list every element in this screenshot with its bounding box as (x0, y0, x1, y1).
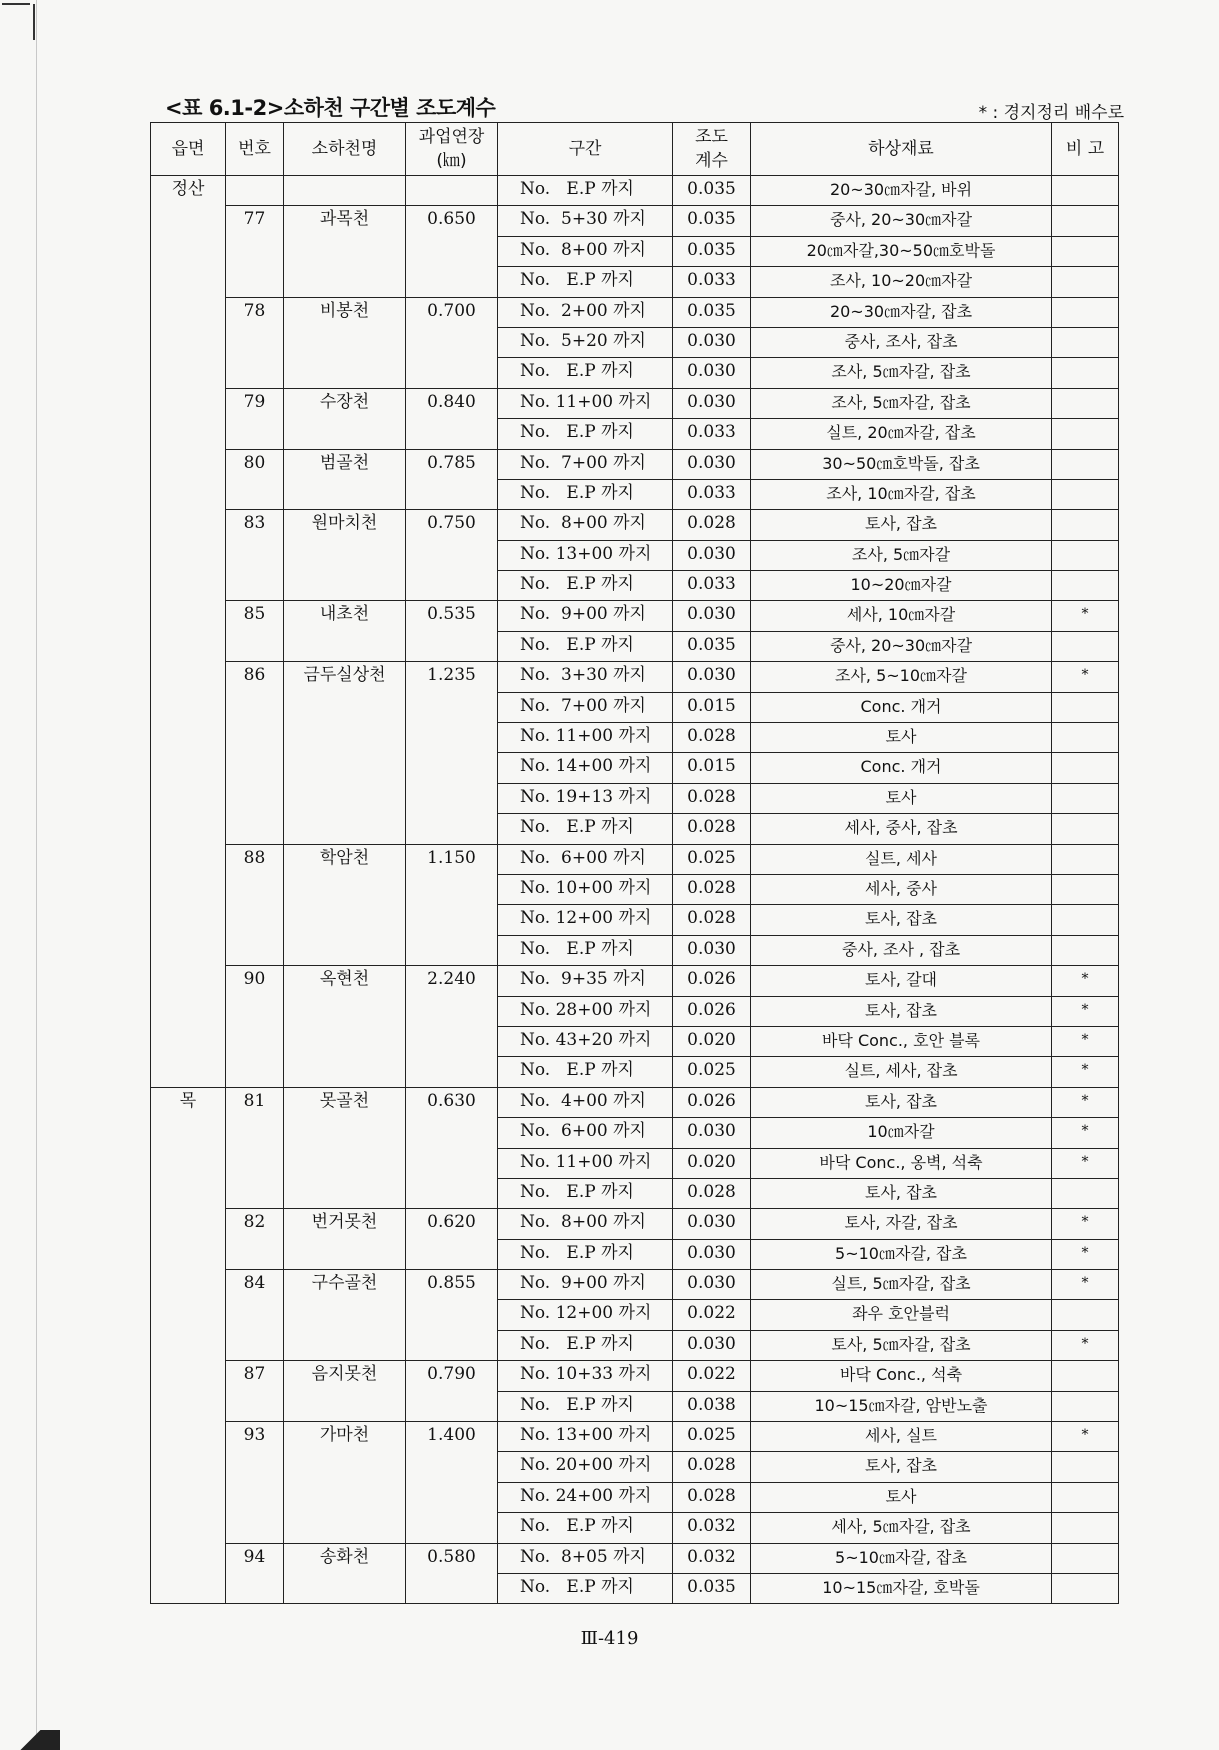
coefficient-cell: 0.030 (673, 1270, 751, 1300)
coefficient-cell: 0.028 (673, 874, 751, 904)
table-row (151, 297, 1119, 327)
coefficient-cell: 0.028 (673, 814, 751, 844)
coefficient-cell: 0.030 (673, 1118, 751, 1148)
section-cell: No. 5+30 까지 (498, 206, 673, 236)
length-cell: 0.785 (406, 449, 498, 510)
coefficient-cell: 0.026 (673, 966, 751, 996)
table-row (151, 206, 1119, 236)
coefficient-cell: 0.033 (673, 267, 751, 297)
material-cell: 조사, 5~10㎝자갈 (751, 662, 1052, 692)
remark-cell: * (1052, 1209, 1119, 1239)
remark-cell (1052, 1513, 1119, 1543)
coefficient-cell: 0.030 (673, 1209, 751, 1239)
table-row (151, 844, 1119, 874)
section-cell: No. 3+30 까지 (498, 662, 673, 692)
length-cell: 0.620 (406, 1209, 498, 1270)
section-cell: No. 6+00 까지 (498, 1118, 673, 1148)
material-cell: 세사, 중사 (751, 874, 1052, 904)
section-cell: No. 24+00 까지 (498, 1482, 673, 1512)
table-row (151, 1209, 1119, 1239)
section-cell: No. 2+00 까지 (498, 297, 673, 327)
material-cell: 좌우 호안블럭 (751, 1300, 1052, 1330)
section-cell: No. E.P 까지 (498, 1057, 673, 1087)
remark-cell (1052, 571, 1119, 601)
material-cell: 10~20㎝자갈 (751, 571, 1052, 601)
length-cell: 0.700 (406, 297, 498, 388)
section-cell: No. 12+00 까지 (498, 1300, 673, 1330)
section-cell: No. 13+00 까지 (498, 1422, 673, 1452)
remark-cell (1052, 540, 1119, 570)
material-cell: 중사, 20~30㎝자갈 (751, 631, 1052, 661)
remark-cell (1052, 1452, 1119, 1482)
section-cell: No. E.P 까지 (498, 1391, 673, 1421)
section-cell: No. 10+00 까지 (498, 874, 673, 904)
section-cell: No. 9+35 까지 (498, 966, 673, 996)
header-section: 구간 (498, 123, 673, 176)
remark-cell (1052, 905, 1119, 935)
section-cell: No. 10+33 까지 (498, 1361, 673, 1391)
coefficient-cell: 0.022 (673, 1361, 751, 1391)
length-cell: 0.650 (406, 206, 498, 297)
length-cell: 0.855 (406, 1270, 498, 1361)
coefficient-cell: 0.030 (673, 449, 751, 479)
remark-cell (1052, 814, 1119, 844)
material-cell: 바닥 Conc., 호안 블록 (751, 1026, 1052, 1056)
coefficient-cell: 0.032 (673, 1543, 751, 1573)
table-header-row (151, 123, 1119, 176)
stream-number-cell: 94 (226, 1543, 284, 1604)
stream-number-cell: 83 (226, 510, 284, 601)
section-cell: No. 12+00 까지 (498, 905, 673, 935)
legend-note: * : 경지정리 배수로 (978, 103, 1124, 123)
remark-cell (1052, 1482, 1119, 1512)
length-cell: 0.535 (406, 601, 498, 662)
section-cell: No. 13+00 까지 (498, 540, 673, 570)
stream-name-cell: 가마천 (284, 1422, 406, 1544)
coefficient-cell: 0.025 (673, 1422, 751, 1452)
stream-number-cell: 85 (226, 601, 284, 662)
remark-cell (1052, 1361, 1119, 1391)
material-cell: 조사, 10~20㎝자갈 (751, 267, 1052, 297)
coefficient-cell: 0.035 (673, 1573, 751, 1603)
table-row (151, 176, 1119, 206)
remark-cell: * (1052, 1239, 1119, 1269)
material-cell: 10㎝자갈 (751, 1118, 1052, 1148)
section-cell: No. 4+00 까지 (498, 1087, 673, 1117)
remark-cell (1052, 449, 1119, 479)
material-cell: 중사, 조사, 잡초 (751, 327, 1052, 357)
stream-name-cell: 송화천 (284, 1543, 406, 1604)
material-cell: 조사, 5㎝자갈, 잡초 (751, 388, 1052, 418)
length-cell (406, 176, 498, 206)
remark-cell (1052, 236, 1119, 266)
stream-name-cell: 내초천 (284, 601, 406, 662)
coefficient-cell: 0.028 (673, 1178, 751, 1208)
stream-number-cell: 90 (226, 966, 284, 1088)
length-cell: 0.840 (406, 388, 498, 449)
material-cell: 20~30㎝자갈, 바위 (751, 176, 1052, 206)
remark-cell: * (1052, 1270, 1119, 1300)
remark-cell (1052, 874, 1119, 904)
material-cell: 5~10㎝자갈, 잡초 (751, 1239, 1052, 1269)
coefficient-cell: 0.035 (673, 206, 751, 236)
roughness-table (150, 122, 1119, 1604)
coefficient-cell: 0.028 (673, 510, 751, 540)
material-cell: 중사, 조사 , 잡초 (751, 935, 1052, 965)
remark-cell (1052, 692, 1119, 722)
page-number: Ⅲ-419 (580, 1628, 639, 1649)
material-cell: 실트, 세사, 잡초 (751, 1057, 1052, 1087)
remark-cell: * (1052, 1148, 1119, 1178)
material-cell: 30~50㎝호박돌, 잡초 (751, 449, 1052, 479)
stream-name-cell: 못골천 (284, 1087, 406, 1209)
material-cell: 실트, 세사 (751, 844, 1052, 874)
coefficient-cell: 0.030 (673, 1239, 751, 1269)
remark-cell (1052, 723, 1119, 753)
material-cell: Conc. 개거 (751, 692, 1052, 722)
coefficient-cell: 0.025 (673, 844, 751, 874)
coefficient-cell: 0.035 (673, 176, 751, 206)
table-row (151, 1087, 1119, 1117)
remark-cell: * (1052, 996, 1119, 1026)
remark-cell (1052, 1300, 1119, 1330)
section-cell: No. 5+20 까지 (498, 327, 673, 357)
material-cell: 조사, 5㎝자갈, 잡초 (751, 358, 1052, 388)
remark-cell: * (1052, 1118, 1119, 1148)
material-cell: 토사, 잡초 (751, 996, 1052, 1026)
length-cell: 0.790 (406, 1361, 498, 1422)
table-row (151, 1361, 1119, 1391)
stream-name-cell: 수장천 (284, 388, 406, 449)
remark-cell: * (1052, 1330, 1119, 1360)
coefficient-cell: 0.028 (673, 1482, 751, 1512)
binding-edge (36, 0, 37, 1750)
table-row (151, 966, 1119, 996)
section-cell: No. 28+00 까지 (498, 996, 673, 1026)
remark-cell (1052, 935, 1119, 965)
coefficient-cell: 0.028 (673, 1452, 751, 1482)
coefficient-cell: 0.026 (673, 996, 751, 1026)
stream-name-cell: 과목천 (284, 206, 406, 297)
stream-number-cell: 84 (226, 1270, 284, 1361)
remark-cell (1052, 1543, 1119, 1573)
page-corner-mark (0, 0, 40, 40)
stream-name-cell: 구수골천 (284, 1270, 406, 1361)
stream-name-cell: 비봉천 (284, 297, 406, 388)
remark-cell: * (1052, 601, 1119, 631)
remark-cell (1052, 327, 1119, 357)
length-cell: 0.580 (406, 1543, 498, 1604)
material-cell: 토사 (751, 723, 1052, 753)
length-cell: 0.630 (406, 1087, 498, 1209)
section-cell: No. 43+20 까지 (498, 1026, 673, 1056)
material-cell: 토사, 자갈, 잡초 (751, 1209, 1052, 1239)
town-cell: 정산 (151, 176, 226, 1088)
coefficient-cell: 0.030 (673, 327, 751, 357)
section-cell: No. 7+00 까지 (498, 692, 673, 722)
section-cell: No. E.P 까지 (498, 814, 673, 844)
stream-number-cell: 87 (226, 1361, 284, 1422)
stream-number-cell (226, 176, 284, 206)
stream-number-cell: 77 (226, 206, 284, 297)
material-cell: 토사, 갈대 (751, 966, 1052, 996)
remark-cell (1052, 176, 1119, 206)
coefficient-cell: 0.035 (673, 236, 751, 266)
remark-cell (1052, 631, 1119, 661)
material-cell: 중사, 20~30㎝자갈 (751, 206, 1052, 236)
remark-cell (1052, 510, 1119, 540)
table-row (151, 388, 1119, 418)
material-cell: 실트, 5㎝자갈, 잡초 (751, 1270, 1052, 1300)
coefficient-cell: 0.022 (673, 1300, 751, 1330)
material-cell: Conc. 개거 (751, 753, 1052, 783)
section-cell: No. E.P 까지 (498, 1239, 673, 1269)
stream-number-cell: 80 (226, 449, 284, 510)
table-row (151, 662, 1119, 692)
remark-cell: * (1052, 1026, 1119, 1056)
stream-number-cell: 82 (226, 1209, 284, 1270)
material-cell: 세사, 5㎝자갈, 잡초 (751, 1513, 1052, 1543)
section-cell: No. 9+00 까지 (498, 1270, 673, 1300)
stream-number-cell: 93 (226, 1422, 284, 1544)
coefficient-cell: 0.033 (673, 479, 751, 509)
material-cell: 20㎝자갈,30~50㎝호박돌 (751, 236, 1052, 266)
coefficient-cell: 0.035 (673, 631, 751, 661)
table-row (151, 449, 1119, 479)
section-cell: No. E.P 까지 (498, 358, 673, 388)
remark-cell (1052, 267, 1119, 297)
remark-cell (1052, 479, 1119, 509)
material-cell: 토사 (751, 783, 1052, 813)
remark-cell (1052, 1391, 1119, 1421)
material-cell: 토사 (751, 1482, 1052, 1512)
coefficient-cell: 0.028 (673, 723, 751, 753)
remark-cell: * (1052, 1422, 1119, 1452)
material-cell: 바닥 Conc., 석축 (751, 1361, 1052, 1391)
section-cell: No. 20+00 까지 (498, 1452, 673, 1482)
material-cell: 조사, 10㎝자갈, 잡초 (751, 479, 1052, 509)
coefficient-cell: 0.030 (673, 662, 751, 692)
stream-name-cell: 금두실상천 (284, 662, 406, 844)
material-cell: 조사, 5㎝자갈 (751, 540, 1052, 570)
remark-cell: * (1052, 966, 1119, 996)
table-title: <표 6.1-2>소하천 구간별 조도계수 (165, 96, 496, 120)
coefficient-cell: 0.020 (673, 1148, 751, 1178)
table-row (151, 601, 1119, 631)
coefficient-cell: 0.028 (673, 905, 751, 935)
section-cell: No. 8+00 까지 (498, 510, 673, 540)
coefficient-cell: 0.025 (673, 1057, 751, 1087)
table-row (151, 1270, 1119, 1300)
stream-name-cell (284, 176, 406, 206)
table-row (151, 1422, 1119, 1452)
stream-number-cell: 86 (226, 662, 284, 844)
coefficient-cell: 0.038 (673, 1391, 751, 1421)
section-cell: No. E.P 까지 (498, 631, 673, 661)
section-cell: No. 11+00 까지 (498, 723, 673, 753)
coefficient-cell: 0.020 (673, 1026, 751, 1056)
section-cell: No. 14+00 까지 (498, 753, 673, 783)
material-cell: 세사, 10㎝자갈 (751, 601, 1052, 631)
coefficient-cell: 0.030 (673, 601, 751, 631)
coefficient-cell: 0.030 (673, 935, 751, 965)
section-cell: No. E.P 까지 (498, 1330, 673, 1360)
section-cell: No. 6+00 까지 (498, 844, 673, 874)
material-cell: 토사, 잡초 (751, 510, 1052, 540)
stream-number-cell: 78 (226, 297, 284, 388)
coefficient-cell: 0.030 (673, 540, 751, 570)
section-cell: No. 8+00 까지 (498, 236, 673, 266)
section-cell: No. E.P 까지 (498, 176, 673, 206)
table-row (151, 510, 1119, 540)
section-cell: No. E.P 까지 (498, 1513, 673, 1543)
coefficient-cell: 0.030 (673, 388, 751, 418)
material-cell: 5~10㎝자갈, 잡초 (751, 1543, 1052, 1573)
town-cell: 목 (151, 1087, 226, 1604)
material-cell: 토사, 잡초 (751, 1178, 1052, 1208)
stream-name-cell: 범골천 (284, 449, 406, 510)
remark-cell (1052, 206, 1119, 236)
material-cell: 세사, 중사, 잡초 (751, 814, 1052, 844)
stream-name-cell: 번거못천 (284, 1209, 406, 1270)
section-cell: No. 9+00 까지 (498, 601, 673, 631)
scan-corner-shadow (0, 1730, 60, 1750)
header-material: 하상재료 (751, 123, 1052, 176)
coefficient-cell: 0.028 (673, 783, 751, 813)
coefficient-cell: 0.033 (673, 419, 751, 449)
remark-cell (1052, 1573, 1119, 1603)
section-cell: No. E.P 까지 (498, 419, 673, 449)
stream-name-cell: 학암천 (284, 844, 406, 966)
header-stream-name: 소하천명 (284, 123, 406, 176)
section-cell: No. E.P 까지 (498, 935, 673, 965)
coefficient-cell: 0.030 (673, 1330, 751, 1360)
section-cell: No. E.P 까지 (498, 479, 673, 509)
material-cell: 20~30㎝자갈, 잡초 (751, 297, 1052, 327)
remark-cell: * (1052, 1057, 1119, 1087)
material-cell: 토사, 잡초 (751, 905, 1052, 935)
coefficient-cell: 0.015 (673, 753, 751, 783)
remark-cell (1052, 297, 1119, 327)
section-cell: No. 8+00 까지 (498, 1209, 673, 1239)
length-cell: 2.240 (406, 966, 498, 1088)
material-cell: 세사, 실트 (751, 1422, 1052, 1452)
header-length: 과업연장 (㎞) (406, 123, 498, 176)
material-cell: 토사, 잡초 (751, 1452, 1052, 1482)
coefficient-cell: 0.026 (673, 1087, 751, 1117)
header-number: 번호 (226, 123, 284, 176)
section-cell: No. E.P 까지 (498, 1573, 673, 1603)
section-cell: No. 7+00 까지 (498, 449, 673, 479)
section-cell: No. 8+05 까지 (498, 1543, 673, 1573)
remark-cell (1052, 358, 1119, 388)
remark-cell (1052, 753, 1119, 783)
table-row (151, 1543, 1119, 1573)
stream-number-cell: 88 (226, 844, 284, 966)
material-cell: 10~15㎝자갈, 암반노출 (751, 1391, 1052, 1421)
remark-cell (1052, 1178, 1119, 1208)
remark-cell (1052, 783, 1119, 813)
remark-cell (1052, 388, 1119, 418)
section-cell: No. E.P 까지 (498, 571, 673, 601)
stream-name-cell: 옥현천 (284, 966, 406, 1088)
remark-cell (1052, 419, 1119, 449)
coefficient-cell: 0.030 (673, 358, 751, 388)
stream-name-cell: 음지못천 (284, 1361, 406, 1422)
remark-cell: * (1052, 662, 1119, 692)
material-cell: 토사, 5㎝자갈, 잡초 (751, 1330, 1052, 1360)
material-cell: 바닥 Conc., 옹벽, 석축 (751, 1148, 1052, 1178)
stream-number-cell: 81 (226, 1087, 284, 1209)
header-remark: 비 고 (1052, 123, 1119, 176)
stream-number-cell: 79 (226, 388, 284, 449)
length-cell: 1.150 (406, 844, 498, 966)
section-cell: No. 19+13 까지 (498, 783, 673, 813)
header-town: 읍면 (151, 123, 226, 176)
section-cell: No. E.P 까지 (498, 1178, 673, 1208)
material-cell: 실트, 20㎝자갈, 잡초 (751, 419, 1052, 449)
header-coefficient: 조도 계수 (673, 123, 751, 176)
length-cell: 0.750 (406, 510, 498, 601)
section-cell: No. E.P 까지 (498, 267, 673, 297)
coefficient-cell: 0.032 (673, 1513, 751, 1543)
length-cell: 1.235 (406, 662, 498, 844)
remark-cell (1052, 844, 1119, 874)
section-cell: No. 11+00 까지 (498, 388, 673, 418)
material-cell: 10~15㎝자갈, 호박돌 (751, 1573, 1052, 1603)
remark-cell: * (1052, 1087, 1119, 1117)
coefficient-cell: 0.033 (673, 571, 751, 601)
coefficient-cell: 0.035 (673, 297, 751, 327)
coefficient-cell: 0.015 (673, 692, 751, 722)
length-cell: 1.400 (406, 1422, 498, 1544)
material-cell: 토사, 잡초 (751, 1087, 1052, 1117)
stream-name-cell: 원마치천 (284, 510, 406, 601)
section-cell: No. 11+00 까지 (498, 1148, 673, 1178)
